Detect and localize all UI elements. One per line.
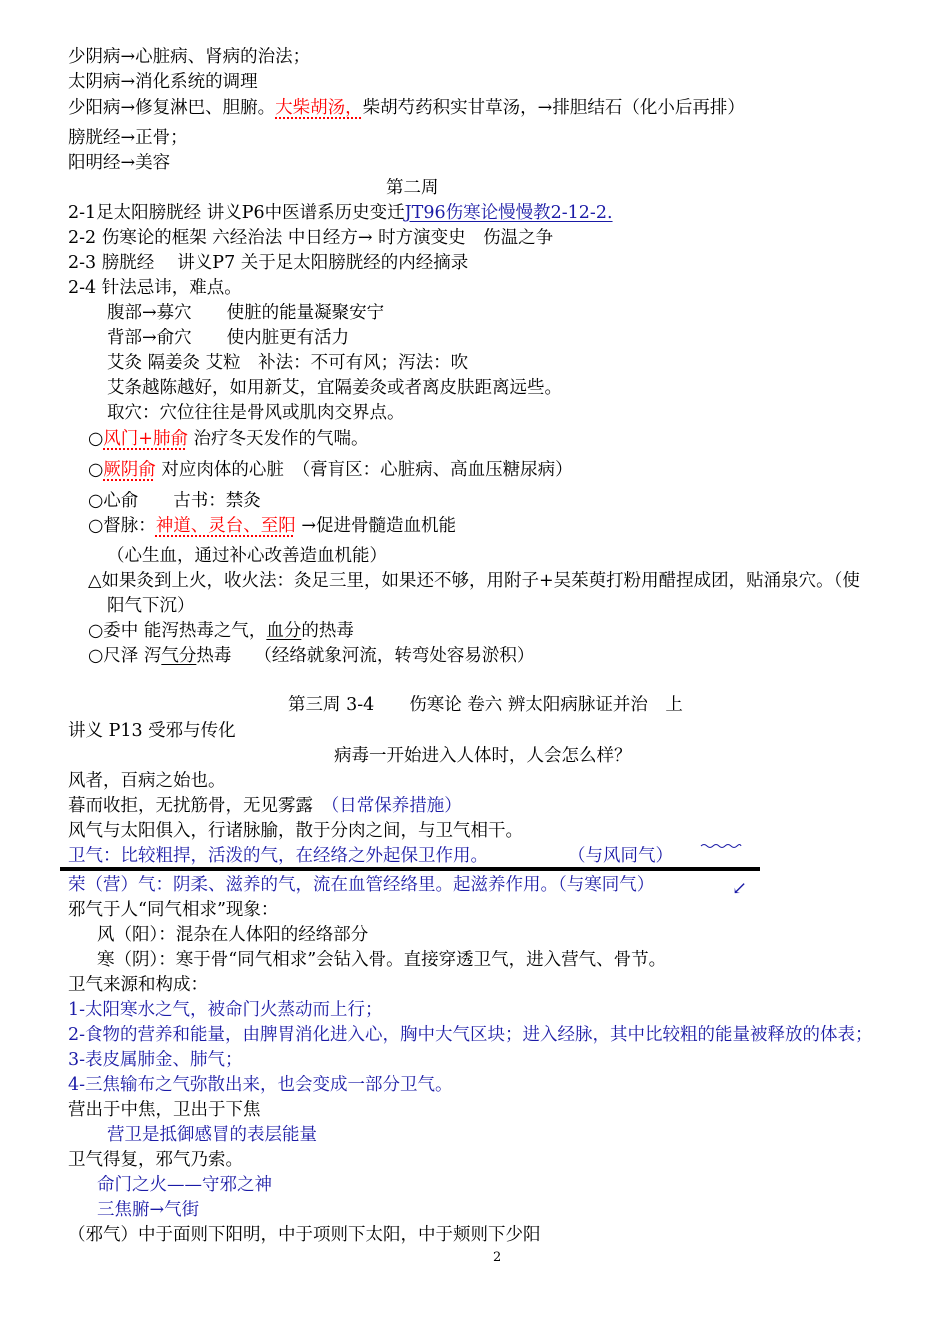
week2-line-2-1-text: 2-1足太阳膀胱经 讲义P6中医谱系历史变迁 xyxy=(68,203,405,223)
week3-ying-wei: 营出于中焦，卫出于下焦 xyxy=(68,1100,261,1120)
point-chize-end: 热毒 （经络就象河流，转弯处容易淤积） xyxy=(196,646,535,666)
week2-line-2-2: 2-2 伤寒论的框架 六经治法 中日经方→ 时方演变史 伤温之争 xyxy=(68,228,554,248)
point-chize-text: ○尺泽 泻 xyxy=(88,646,162,666)
week3-yingwei-energy: 营卫是抵御感冒的表层能量 xyxy=(107,1125,317,1145)
point-dumai-label: ○督脉： xyxy=(88,516,156,536)
divider-line xyxy=(60,867,760,871)
week3-evening-note: （日常保养措施） xyxy=(330,796,462,816)
week3-source-1: 1-太阳寒水之气，被命门火蒸动而上行； xyxy=(68,1000,383,1020)
week3-han: 寒（阴）：寒于骨“同气相求”会钻入骨。直接穿透卫气，进入营气、骨节。 xyxy=(97,950,667,970)
point-chize xyxy=(88,645,534,667)
point-dumai-desc: →促进骨髓造血机能 xyxy=(295,516,457,536)
week3-source-3: 3-表皮属肺金、肺气； xyxy=(68,1050,243,1070)
week3-tongqi: 邪气于人“同气相求”现象： xyxy=(68,900,279,920)
page-number: 2 xyxy=(493,1250,502,1265)
point-jueyin-desc: 对应肉体的心脏 （膏肓区：心脏病、高血压糖尿病） xyxy=(155,460,573,480)
week2-line-2-4: 2-4 针法忌讳，难点。 xyxy=(68,278,242,298)
shaoyang-text: 少阳病→修复淋巴、胆腑。 xyxy=(68,98,276,118)
week3-recover: 卫气得复，邪气乃索。 xyxy=(68,1150,243,1170)
shaoyang-gallstone: →排胆结石（化小后再排） xyxy=(537,98,745,118)
week2-acupoint: 取穴：穴位往往是骨风或肌肉交界点。 xyxy=(107,403,405,423)
week3-weiqi-text: 卫气：比较粗捍，活泼的气，在经络之外起保卫作用。 xyxy=(68,846,488,866)
week2-moxa-stick: 艾条越陈越好，如用新艾，宜隔姜灸或者离皮肤距离远些。 xyxy=(107,378,562,398)
circle-bullet-icon: ○ xyxy=(88,460,104,480)
point-weizhong xyxy=(88,620,354,642)
week2-back: 背部→俞穴 使内脏更有活力 xyxy=(107,328,350,348)
week3-mingmen: 命门之火——守邪之神 xyxy=(97,1175,272,1195)
week3-sanjiao: 三焦腑→气街 xyxy=(97,1200,200,1220)
week3-wind: 风者，百病之始也。 xyxy=(68,771,226,791)
week3-evil-qi: （邪气）中于面则下阳明，中于项则下太阳，中于颊则下少阳 xyxy=(68,1225,541,1245)
week2-title: 第二周 xyxy=(386,178,439,198)
week3-evening xyxy=(68,795,462,817)
week3-title: 第三周 3-4 伤寒论 卷六 辨太阳病脉证并治 上 xyxy=(288,695,683,715)
week3-question: 病毒一开始进入人体时，人会怎么样？ xyxy=(334,746,632,766)
week2-moxa: 艾灸 隔姜灸 艾粒 补法：不可有风；泻法：吹 xyxy=(107,353,469,373)
shaoyang-formula-red: 大柴胡汤， xyxy=(275,98,363,118)
week3-yingqi: 荣（营）气：阴柔、滋养的气，流在血管经络里。起滋养作用。（与寒同气） xyxy=(68,875,655,895)
week3-source-4: 4-三焦输布之气弥散出来，也会变成一部分卫气。 xyxy=(68,1075,453,1095)
note-fire-cont: 阳气下沉） xyxy=(107,596,195,616)
squiggle-mark-icon xyxy=(700,842,742,850)
point-dumai xyxy=(88,515,456,537)
note-shaoyang xyxy=(68,97,745,119)
point-weizhong-text: ○委中 能泻热毒之气， xyxy=(88,621,267,641)
point-weizhong-underline: 血分 xyxy=(266,621,302,641)
week3-weiqi-note: （与风同气） xyxy=(568,846,673,866)
point-jueyin xyxy=(88,459,573,481)
week2-line-2-1 xyxy=(68,202,613,224)
week3-lecture: 讲义 P13 受邪与传化 xyxy=(68,721,236,741)
week3-evening-text: 暮而收拒，无扰筋骨，无见雾露 xyxy=(68,796,331,816)
point-fengmen-name: 风门+肺俞 xyxy=(103,429,188,449)
point-fengmen-desc: 治疗冬天发作的气喘。 xyxy=(187,429,369,449)
note-blood: （心生血，通过补心改善造血机能） xyxy=(107,546,387,566)
week3-wind-qi: 风气与太阳俱入，行诸脉腧，散于分肉之间，与卫气相干。 xyxy=(68,821,523,841)
note-shaoyin: 少阴病→心脏病、肾病的治法； xyxy=(68,47,311,67)
note-yangming: 阳明经→美容 xyxy=(68,153,171,173)
arrow-mark-icon: ↙ xyxy=(732,878,748,899)
point-jueyin-name: 厥阴俞 xyxy=(103,460,156,480)
circle-bullet-icon: ○ xyxy=(88,429,104,449)
point-fengmen xyxy=(88,428,369,450)
week2-line-2-3: 2-3 膀胱经 讲义P7 关于足太阳膀胱经的内经摘录 xyxy=(68,253,469,273)
point-dumai-names: 神道、灵台、至阳 xyxy=(155,516,296,536)
week3-weiqi-source: 卫气来源和构成： xyxy=(68,975,208,995)
point-chize-underline: 气分 xyxy=(161,646,197,666)
week2-abdomen: 腹部→募穴 使脏的能量凝聚安宁 xyxy=(107,303,385,323)
point-weizhong-end: 的热毒 xyxy=(301,621,354,641)
note-fire: △如果灸到上火，收火法：灸足三里，如果还不够，用附子+吴茱萸打粉用醋捏成团，贴涌泉穴。（使 xyxy=(88,571,860,591)
week3-weiqi xyxy=(68,845,673,867)
point-xinshu: ○心俞 古书：禁灸 xyxy=(88,491,261,511)
shaoyang-formula: 柴胡芍药积实甘草汤， xyxy=(362,98,538,118)
week3-source-2: 2-食物的营养和能量，由脾胃消化进入心，胸中大气区块；进入经脉，其中比较粗的能量被释放的体表； xyxy=(68,1025,873,1045)
week3-feng: 风（阳）：混杂在人体阳的经络部分 xyxy=(97,925,369,945)
course-link[interactable]: JT96伤寒论慢慢教2-12-2. xyxy=(404,203,613,223)
note-bladder: 膀胱经→正骨； xyxy=(68,128,188,148)
note-taiyin: 太阴病→消化系统的调理 xyxy=(68,72,258,92)
